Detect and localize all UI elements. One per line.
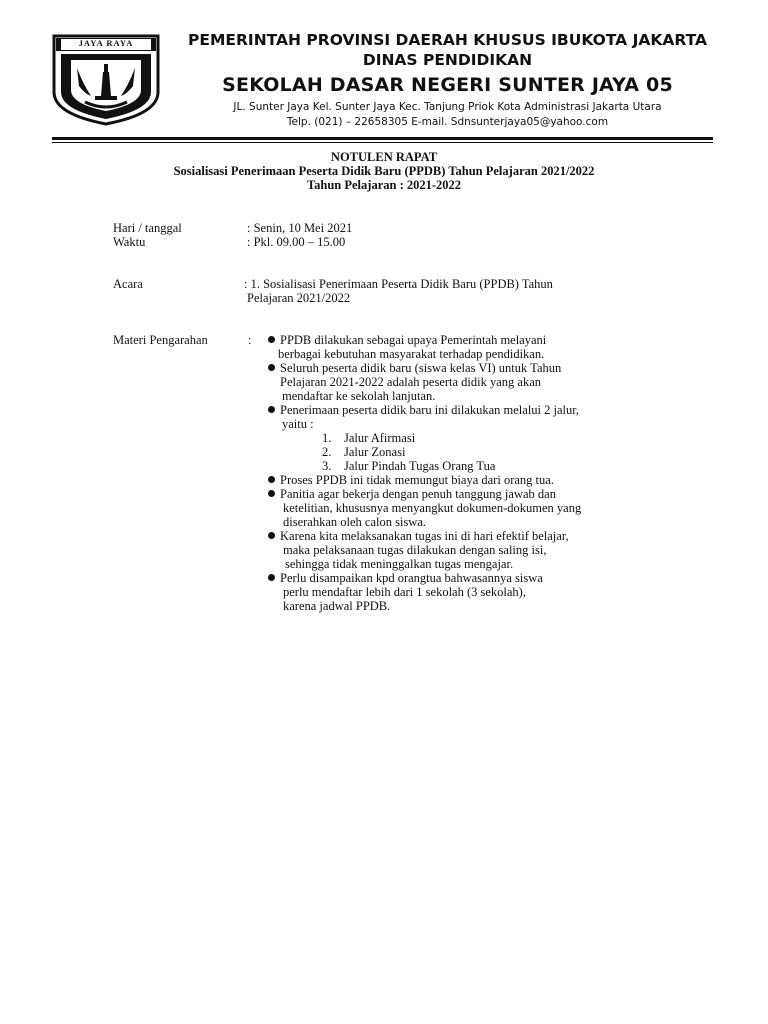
waktu-value: : Pkl. 09.00 – 15.00 [247,235,346,249]
materi-bullet-3 [268,403,579,418]
hari-label: Hari / tanggal [113,221,182,235]
materi-bullet-1-line2: berbagai kebutuhan masyarakat terhadap pendidikan. [278,347,545,361]
jalur-text: Jalur Zonasi [344,445,406,459]
bullet-icon [268,532,275,539]
letterhead-school-name: SEKOLAH DASAR NEGERI SUNTER JAYA 05 [222,74,673,96]
jalur-text: Jalur Afirmasi [344,431,416,445]
bullet-icon [268,336,275,343]
materi-bullet-2-line1: Seluruh peserta didik baru (siswa kelas VI) untuk Tahun [280,361,562,375]
materi-bullet-5-line1: Panitia agar bekerja dengan penuh tanggung jawab dan [280,487,556,501]
emblem-motto: JAYA RAYA [78,38,134,48]
jalur-number: 2. [322,445,332,459]
materi-bullet-1 [268,333,546,348]
materi-bullet-5 [268,487,556,502]
doc-title: NOTULEN RAPAT [330,150,438,164]
jalur-item [322,459,495,474]
materi-colon: : [248,333,252,347]
materi-bullet-3-line1: Penerimaan peserta didik baru ini dilakukan melalui 2 jalur, [280,403,580,417]
letterhead-line-government: PEMERINTAH PROVINSI DAERAH KHUSUS IBUKOTA JAKARTA [188,31,707,49]
doc-subtitle: Sosialisasi Penerimaan Peserta Didik Baru (PPDB) Tahun Pelajaran 2021/2022 [173,164,595,178]
bullet-icon [268,574,275,581]
doc-subtitle-year: Tahun Pelajaran : 2021-2022 [306,178,462,192]
acara-value-line1: : 1. Sosialisasi Penerimaan Peserta Didik Baru (PPDB) Tahun [244,277,553,291]
materi-bullet-6-line1: Karena kita melaksanakan tugas ini di hari efektif belajar, [280,529,569,543]
jalur-text: Jalur Pindah Tugas Orang Tua [344,459,496,473]
materi-bullet-7 [268,571,543,586]
materi-bullet-7-line3: karena jadwal PPDB. [283,599,391,613]
acara-value-line2: Pelajaran 2021/2022 [247,291,351,305]
materi-bullet-4 [268,473,554,488]
letterhead-divider-thick [52,137,713,140]
materi-bullet-6-line3: sehingga tidak meninggalkan tugas mengajar. [285,557,514,571]
materi-bullet-7-line2: perlu mendaftar lebih dari 1 sekolah (3 sekolah), [283,585,526,599]
bullet-icon [268,364,275,371]
materi-bullet-5-line3: diserahkan oleh calon siswa. [283,515,427,529]
hari-value: : Senin, 10 Mei 2021 [247,221,353,235]
letterhead-line-department: DINAS PENDIDIKAN [362,51,533,69]
bullet-icon [268,476,275,483]
materi-label: Materi Pengarahan [113,333,208,347]
acara-label: Acara [113,277,143,291]
materi-bullet-6 [268,529,569,544]
jalur-item [322,445,405,460]
letterhead-contact: Telp. (021) – 22658305 E-mail. Sdnsunterjaya05@yahoo.com [286,116,609,128]
materi-bullet-3-line2: yaitu : [282,417,314,431]
materi-bullet-2-line2: Pelajaran 2021-2022 adalah peserta didik yang akan [280,375,542,389]
letterhead-divider-thin [52,142,713,143]
jalur-number: 3. [322,459,332,473]
materi-bullet-4-line1: Proses PPDB ini tidak memungut biaya dari orang tua. [280,473,554,487]
materi-bullet-7-line1: Perlu disampaikan kpd orangtua bahwasannya siswa [280,571,543,585]
letterhead-address: JL. Sunter Jaya Kel. Sunter Jaya Kec. Tanjung Priok Kota Administrasi Jakarta Utara [233,101,662,113]
bullet-icon [268,490,275,497]
materi-bullet-6-line2: maka pelaksanaan tugas dilakukan dengan saling isi, [283,543,547,557]
jalur-item [322,431,415,446]
bullet-icon [268,406,275,413]
materi-bullet-1-line1: PPDB dilakukan sebagai upaya Pemerintah melayani [280,333,547,347]
waktu-label: Waktu [113,235,146,249]
jalur-number: 1. [322,431,332,445]
materi-bullet-5-line2: ketelitian, khususnya menyangkut dokumen-dokumen yang [283,501,582,515]
jakarta-emblem [51,34,161,126]
materi-bullet-2-line3: mendaftar ke sekolah lanjutan. [282,389,436,403]
materi-bullet-2 [268,361,561,376]
